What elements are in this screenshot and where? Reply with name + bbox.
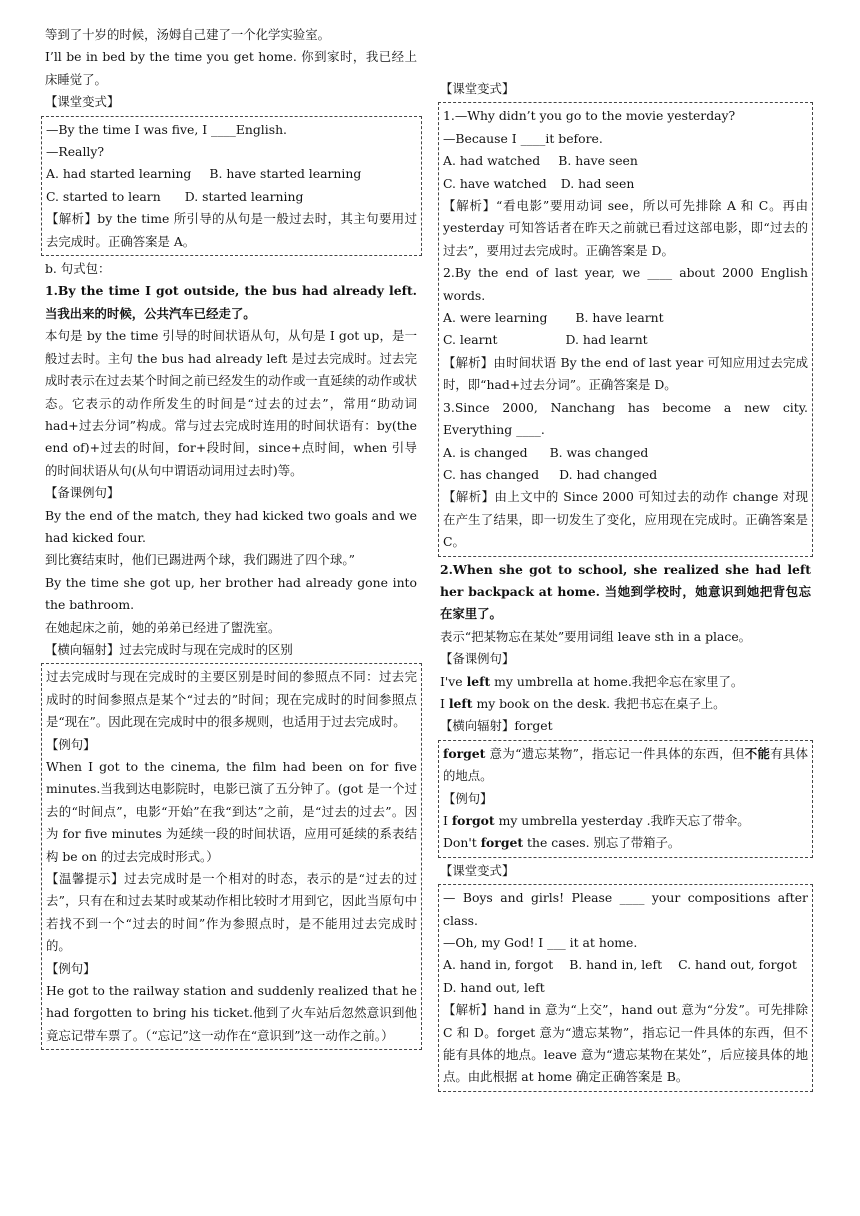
text-part: my umbrella at home.我把伞忘在家里了。 [490, 673, 744, 689]
option-c: C. learnt [443, 332, 498, 348]
option-b: B. have started learning [209, 166, 362, 182]
option-c: C. have watched [443, 175, 547, 191]
example-cn: 到比赛结束时，他们已踢进两个球，我们踢进了四个球。” [45, 552, 355, 568]
explanation-text: 本句是 by the time 引导的时间状语从句，从句是 I got up，是一般过去时。主句 the bus had already left 是过去完成时。过去完成时表示在过去某个时间之前已经发生的动作或一直延续的动作或状态。它表示的动作所发生的时间是“过去的过去”，常用“助动词 had+过去分词”构成。常与过去完成时连用的时间状语有：by(the end of)+过去的时间，for+段时间，since+点时间，when 引导的时间状语从句(从句中谓语动词用过去时)等。 [45, 328, 417, 478]
intro-line-2: I’ll be in bed by the time you get home. 你到家时，我已经上床睡觉了。 [45, 49, 417, 87]
analysis-text: 【解析】“看电影”要用动词 see，所以可先排除 A 和 C。再由 yesterday 可知答话者在昨天之前就已看过这部电影，即“过去的过去”，要用过去完成时。正确答案是 D。 [443, 198, 808, 258]
analysis-text: 【解析】由上文中的 Since 2000 可知过去的动作 change 对现在产生了结果，即一切发生了变化，应用现在完成时。正确答案是 C。 [443, 489, 808, 550]
text-part: 意为“遗忘某物”，指忘记一件具体的东西，但 [485, 745, 745, 761]
options-row [443, 150, 808, 172]
options-row [443, 329, 808, 351]
right-column [440, 78, 811, 1094]
option-d: D. had learnt [565, 332, 648, 348]
text-part: the cases. 别忘了带箱子。 [523, 835, 681, 851]
option-c: C. hand out, forgot [678, 957, 797, 973]
practice-box-2 [438, 102, 813, 556]
explanation-text: 表示“把某物忘在某处”要用词组 leave sth in a place。 [440, 628, 752, 644]
practice-title: 【课堂变式】 [440, 862, 515, 878]
question-line: 2.By the end of last year, we ____ about 2000 English words. [443, 265, 808, 303]
example-title: 【备课例句】 [45, 485, 120, 501]
practice-box-3 [438, 884, 813, 1092]
option-d: D. started learning [184, 188, 304, 204]
question-line: —Because I ____it before. [443, 130, 603, 146]
bold-word: forget [480, 835, 524, 851]
options-row [46, 186, 417, 208]
example-title: 【例句】 [443, 790, 493, 806]
text-part: 有具体的地点。 [443, 745, 809, 784]
example-title: 【例句】 [46, 736, 96, 752]
option-a: A. were learning [443, 310, 548, 326]
intro-line-1: 等到了十岁的时候，汤姆自己建了一个化学实验室。 [45, 27, 330, 42]
example-title: 【备课例句】 [440, 651, 515, 667]
analysis-text: 【解析】由时间状语 By the end of last year 可知应用过去完成时，即“had+过去分词”。正确答案是 D。 [443, 354, 808, 393]
question-line: 1.—Why didn’t you go to the movie yesterday? [443, 108, 736, 124]
forget-box [438, 740, 813, 858]
analysis-text: 【解析】hand in 意为“上交”，hand out 意为“分发”。可先排除 C 和 D。forget 意为“遗忘某物”，指忘记一件具体的东西，但不能有具体的地点。leave 意为“遗忘某物在某处”，后应接具体的地点。由此根据 at home 确定正确答案是 B。 [443, 1002, 808, 1085]
option-c: C. has changed [443, 466, 540, 482]
option-a: A. had watched [443, 153, 541, 169]
example-en: By the end of the match, they had kicked two goals and we had kicked four. [45, 507, 417, 545]
text-part: Don't [443, 835, 481, 851]
section-b-title: b. 句式包： [45, 261, 111, 277]
left-column [45, 24, 417, 1052]
comparison-text: 过去完成时与现在完成时的主要区别是时间的参照点不同：过去完成时的时间参照点是某个“过去的”时间；现在完成时的时间参照点是“现在”。因此现在完成时中的很多规则，也适用于过去完成时。 [46, 669, 417, 730]
bold-word: left [466, 673, 491, 689]
bold-word: left [448, 695, 473, 711]
text-part: my book on the desk. 我把书忘在桌子上。 [472, 695, 726, 711]
options-row [443, 442, 808, 464]
options-row [443, 173, 808, 195]
text-part: my umbrella yesterday .我昨天忘了带伞。 [494, 813, 750, 828]
example-line [443, 832, 808, 854]
key-sentence-1 [45, 280, 417, 325]
question-line: — Boys and girls! Please ____ your compositions after class. [443, 890, 808, 928]
example-text: He got to the railway station and suddenly realized that he had forgotten to bring his ticket.他到了火车站后忽然意识到他竟忘记带车票了。（“忘记”这一动作在“意识到”这一动作之前。） [46, 983, 417, 1043]
bold-word: forgot [451, 813, 495, 828]
comparison-box [41, 663, 422, 1050]
options-row [443, 464, 808, 486]
question-line: 3.Since 2000, Nanchang has become a new city. Everything ____. [443, 399, 808, 438]
analysis-text: 【解析】by the time 所引导的从句是一般过去时，其主句要用过去完成时。正确答案是 A。 [46, 211, 417, 249]
option-c: C. started to learn [46, 188, 161, 204]
option-a: A. had started learning [46, 166, 192, 182]
text-part: I [440, 695, 449, 711]
key-sentence-2-cn: 当她到学校时，她意识到她把背包忘在家里了。 [440, 583, 812, 622]
option-b: B. hand in, left [569, 957, 663, 973]
example-en: By the time she got up, her brother had already gone into the bathroom. [45, 574, 417, 613]
example-text: When I got to the cinema, the film had been on for five minutes.当我到达电影院时，电影已演了五分钟了。(got 是一个过去的“时间点”，电影“开始”在我“到达”之前，是“过去的过去”。因为 for five minutes 为延续一段的时间状语，应用可延续的系表结构 be on 的过去完成时形式。） [46, 759, 417, 864]
example-line [440, 693, 811, 715]
practice-box-1 [41, 116, 422, 256]
question-line: —Oh, my God! I ___ it at home. [443, 935, 638, 951]
options-row [443, 954, 808, 976]
key-sentence-2 [440, 559, 811, 626]
option-b: B. was changed [549, 444, 649, 460]
practice-title: 【课堂变式】 [45, 94, 120, 110]
practice-title: 【课堂变式】 [440, 81, 515, 96]
tip-text: 【温馨提示】过去完成时是一个相对的时态，表示的是“过去的过去”，只有在和过去某时或某动作相比较时才用到它，因此当原句中若找不到一个“过去的时间”作为参照点时，是不能用过去完成时的。 [46, 871, 417, 954]
options-row [443, 307, 808, 329]
option-d: D. had changed [559, 466, 658, 482]
radiation-title: 【横向辐射】forget [440, 718, 553, 734]
example-title: 【例句】 [46, 960, 96, 976]
radiation-title: 【横向辐射】过去完成时与现在完成时的区别 [45, 641, 293, 657]
option-a: A. is changed [443, 444, 528, 460]
question-line: —By the time I was five, I ____English. [46, 121, 288, 137]
option-a: A. hand in, forgot [443, 957, 554, 973]
forget-definition [443, 743, 808, 788]
option-b: B. have learnt [575, 310, 664, 326]
text-part: I [443, 813, 452, 828]
example-cn: 在她起床之前，她的弟弟已经进了盥洗室。 [45, 619, 281, 635]
option-d: D. had seen [560, 175, 635, 191]
bold-word: forget [443, 745, 486, 761]
question-line: —Really? [46, 144, 105, 160]
example-line [443, 810, 808, 832]
options-row [46, 163, 417, 185]
option-d: D. hand out, left [443, 979, 545, 995]
bold-word: 不能 [744, 745, 771, 761]
example-line [440, 671, 811, 693]
key-sentence-2-en: 2.When she got to school, she realized she had left her backpack at home. [440, 561, 811, 599]
key-sentence-1-en: 1.By the time I got outside, the bus had already left. [45, 283, 417, 299]
option-b: B. have seen [558, 153, 638, 169]
key-sentence-1-cn: 当我出来的时候，公共汽车已经走了。 [45, 305, 256, 321]
text-part: I've [440, 673, 467, 689]
